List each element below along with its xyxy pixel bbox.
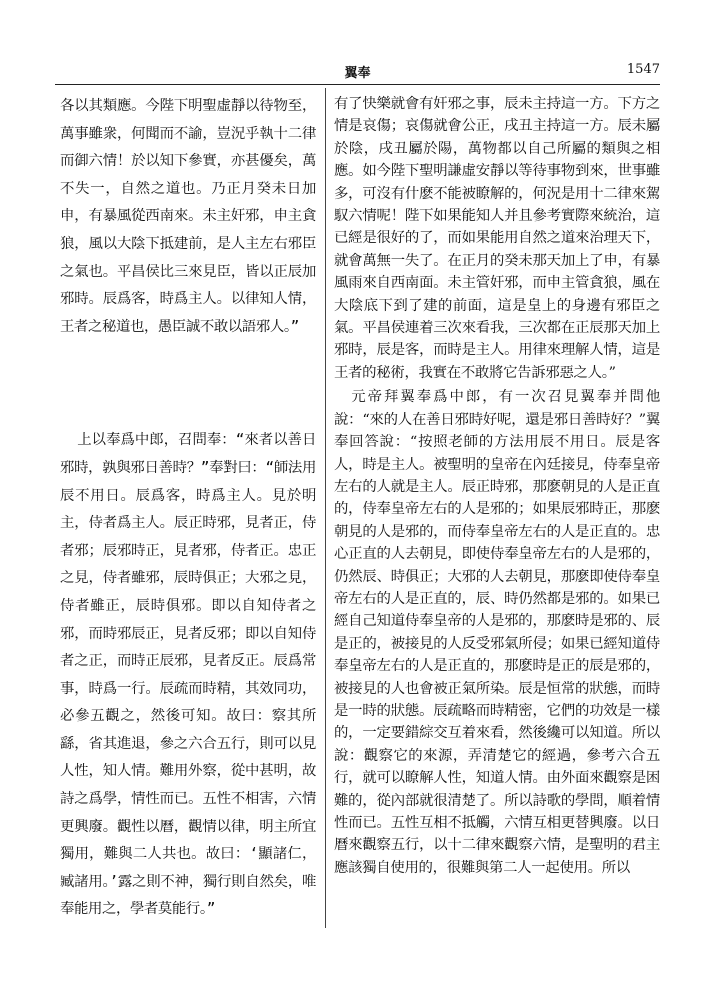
classical-paragraph-2: 上以奉爲中郎，召問奉：“來者以善日邪時，孰與邪日善時？”奉對曰：“師法用辰不用日。辰爲客，時爲主人。見於明主，侍者爲主人。辰正時邪，見者正，侍者邪；辰邪時正，見者邪，侍者正。忠正之見，侍者雖邪，辰時俱正；大邪之見，侍者雖正，辰時俱邪。即以自知侍者之邪，而時邪辰正，見者反邪；即以自知侍者之正，而時正辰邪，見者反正。辰爲常事，時爲一行。辰疏而時精，其效同功，必參五觀之，然後可知。故曰：察其所繇，省其進退，參之六合五行，則可以見人性，知人情。難用外察，從中甚明，故詩之爲學，情性而已。五性不相害，六情更興廢。觀性以曆，觀情以律，明主所宜獨用，難與二人共也。故曰：‘顯諸仁，臧諸用。’露之則不神，獨行則自然矣，唯奉能用之，學者莫能行。” [60,432,316,918]
classical-text-column [60,93,316,924]
page-number: 1547 [626,62,660,77]
translation-column [334,93,660,879]
running-title: 翼奉 [344,66,371,81]
translation-paragraph-2: 元帝拜翼奉爲中郎，有一次召見翼奉并問他說：“來的人在善日邪時好呢，還是邪日善時好？”翼奉回答說：“按照老師的方法用辰不用日。辰是客人，時是主人。被聖明的皇帝在內廷接見，侍奉皇帝左右的人就是主人。辰正時邪，那麽朝見的人是正直的，侍奉皇帝左右的人是邪的；如果辰邪時正，那麽朝見的人是邪的，而侍奉皇帝左右的人是正直的。忠心正直的人去朝見，即使侍奉皇帝左右的人是邪的，仍然辰、時俱正；大邪的人去朝見，那麽即使侍奉皇帝左右的人是正直的，辰、時仍然都是邪的。如果已經自己知道侍奉皇帝的人是邪的，那麽時是邪的、辰是正的，被接見的人反受邪氣所侵；如果已經知道侍奉皇帝左右的人是正直的，那麽時是正的辰是邪的，被接見的人也會被正氣所染。辰是恒常的狀態，而時是一時的狀態。辰疏略而時精密，它們的功效是一樣的，一定要錯綜交互着來看，然後纔可以知道。所以說：觀察它的來源，弄清楚它的經過，參考六合五行，就可以瞭解人性，知道人情。由外面來觀察是困難的，從內部就很清楚了。所以詩歌的學問，順着情性而已。五性互相不抵觸，六情互相更替興廢。以日曆來觀察五行，以十二律來觀察六情，是聖明的君主應該獨自使用的，很難與第二人一起使用。所以 [334,389,660,876]
classical-paragraph-1: 各以其類應。今陛下明聖虛靜以待物至，萬事雖衆，何聞而不諭，豈況乎執十二律而御六情！於以知下參實，亦甚優矣，萬不失一，自然之道也。乃正月癸未日加申，有暴風從西南來。未主奸邪，申主貪狼，風以大陰下抵建前，是人主左右邪臣之氣也。平昌侯比三來見臣，皆以正辰加邪時。辰爲客，時爲主人。以律知人情，王者之秘道也，愚臣誠不敢以語邪人。” [60,98,316,335]
translation-paragraph-1: 有了快樂就會有奸邪之事，辰未主持這一方。下方之情是哀傷；哀傷就會公正，戌丑主持這一方。辰未屬於陰，戌丑屬於陽，萬物都以自己所屬的類與之相應。如今陛下聖明謙虛安靜以等待事物到來，世事雖多，可沒有什麽不能被瞭解的，何況是用十二律來駕馭六情呢！陛下如果能知人并且參考實際來統治，這已經是很好的了，而如果能用自然之道來治理天下，就會萬無一失了。在正月的癸未那天加上了申，有暴風雨來自西南面。未主管奸邪，而申主管貪狼，風在大陰底下到了建的前面，這是皇上的身邊有邪臣之氣。平昌侯連着三次來看我，三次都在正辰那天加上邪時，辰是客，而時是主人。用律來理解人情，這是王者的秘術，我實在不敢將它告訴邪惡之人。” [334,96,660,381]
header-rule [55,84,660,85]
column-divider [325,88,326,928]
page-header [55,62,660,86]
